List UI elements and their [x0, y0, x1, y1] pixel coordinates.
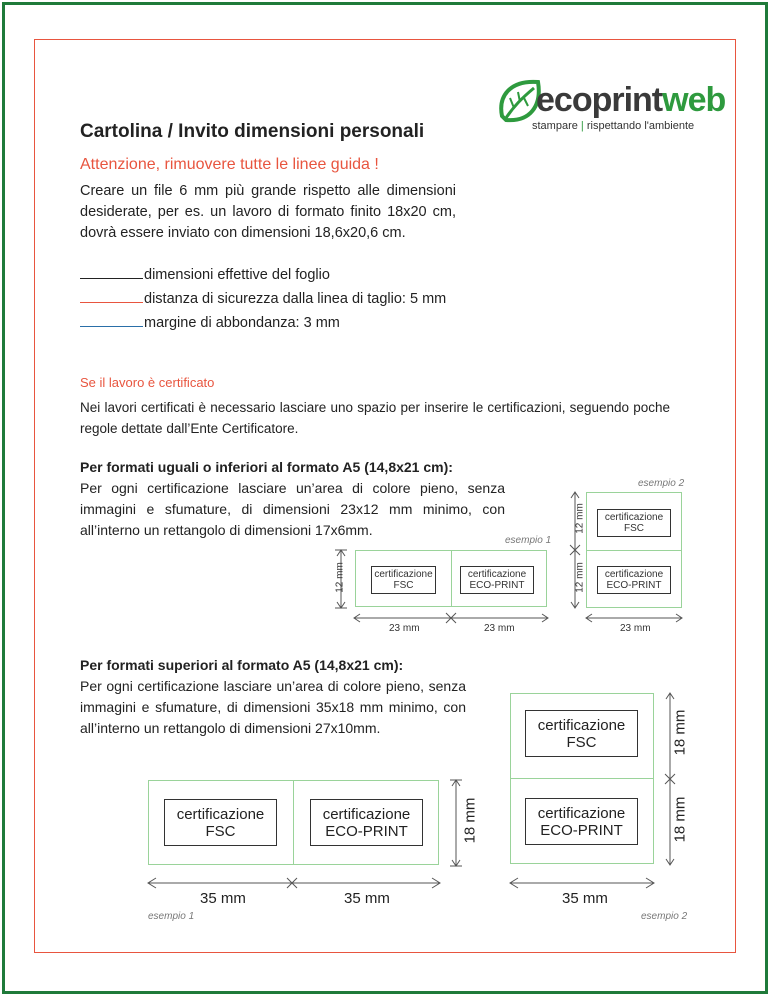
small-example1-divider [451, 550, 452, 607]
large-ex1-cert-eco: certificazione ECO-PRINT [310, 799, 423, 846]
cert-text: Nei lavori certificati è necessario lasciare uno spazio per inserire le certificazioni, seguendo poche regole dettate dall’Ente Certificatore. [80, 400, 670, 436]
large-ex1-height-label: 18 mm [461, 797, 479, 844]
small-ex2-height-label-2: 12 mm [574, 562, 586, 593]
small-ex1-width-label-1: 23 mm [389, 623, 420, 634]
intro-text: Creare un file 6 mm più grande rispetto alle dimensioni desiderate, per es. un lavoro di formato finito 18x20 cm, dovrà essere inviato con dimensioni 18,6x20,6 cm. [80, 183, 456, 241]
large-format-heading: Per formati superiori al formato A5 (14,8x21 cm): [80, 657, 404, 673]
small-ex2-width-label: 23 mm [620, 623, 651, 634]
small-ex2-cert-fsc: certificazione FSC [597, 509, 671, 537]
small-example2-label: esempio 2 [638, 478, 685, 489]
logo-tagline-right: rispettando l'ambiente [586, 120, 695, 132]
legend-text-sheet: dimensioni effettive del foglio [144, 267, 330, 283]
small-format-heading: Per formati uguali o inferiori al formato A5 (14,8x21 cm): [80, 459, 453, 475]
small-ex1-width-label-2: 23 mm [484, 623, 515, 634]
large-ex2-height-label-1: 18 mm [671, 709, 689, 756]
small-ex1-cert-fsc: certificazione FSC [371, 566, 436, 594]
large-ex2-height-label-2: 18 mm [671, 796, 689, 843]
large-ex1-cert-fsc: certificazione FSC [164, 799, 277, 846]
small-example1-label: esempio 1 [505, 535, 552, 546]
small-ex2-height-label-1: 12 mm [574, 503, 586, 534]
legend-line-black [80, 278, 143, 279]
large-example2-divider [510, 778, 654, 779]
legend-line-red [80, 302, 143, 303]
small-ex1-width-arrows [352, 610, 550, 626]
logo-eco: eco [536, 81, 592, 119]
large-ex1-width-label-2: 35 mm [344, 890, 390, 907]
large-ex2-cert-eco: certificazione ECO-PRINT [525, 798, 638, 845]
warning-text: Attenzione, rimuovere tutte le linee guida ! [80, 156, 379, 173]
legend-text-bleed: margine di abbondanza: 3 mm [144, 315, 340, 331]
large-ex2-width-label: 35 mm [562, 890, 608, 907]
large-example1-label: esempio 1 [148, 911, 195, 922]
small-format-text: Per ogni certificazione lasciare un’area di colore pieno, senza immagini e sfumature, di dimensioni 23x12 mm minimo, con all’interno un rettangolo di dimensioni 17x6mm. [80, 480, 505, 538]
large-ex2-cert-fsc: certificazione FSC [525, 710, 638, 757]
ecoprintweb-logo: ecoprintweb stampare | rispettando l'ambiente [496, 76, 696, 138]
small-ex2-cert-eco: certificazione ECO-PRINT [597, 566, 671, 594]
small-example2-divider [586, 550, 682, 551]
large-ex2-width-arrow [508, 875, 656, 891]
large-example1-divider [293, 780, 294, 865]
small-ex1-height-label: 12 mm [334, 562, 346, 593]
cert-heading: Se il lavoro è certificato [80, 375, 215, 390]
logo-print: print [591, 81, 663, 119]
page-title: Cartolina / Invito dimensioni personali [80, 121, 425, 142]
small-ex1-cert-eco: certificazione ECO-PRINT [460, 566, 534, 594]
large-ex1-width-arrows [146, 875, 442, 891]
legend-text-safety: distanza di sicurezza dalla linea di taglio: 5 mm [144, 291, 447, 307]
logo-web: web [662, 81, 726, 119]
large-format-text: Per ogni certificazione lasciare un’area di colore pieno, senza immagini e sfumature, di dimensioni 35x18 mm minimo, con all’interno un rettangolo di dimensioni 27x10mm. [80, 678, 466, 736]
large-ex1-width-label-1: 35 mm [200, 890, 246, 907]
legend-line-blue [80, 326, 143, 327]
logo-tagline-left: stampare [532, 120, 578, 132]
large-example2-label: esempio 2 [641, 911, 688, 922]
